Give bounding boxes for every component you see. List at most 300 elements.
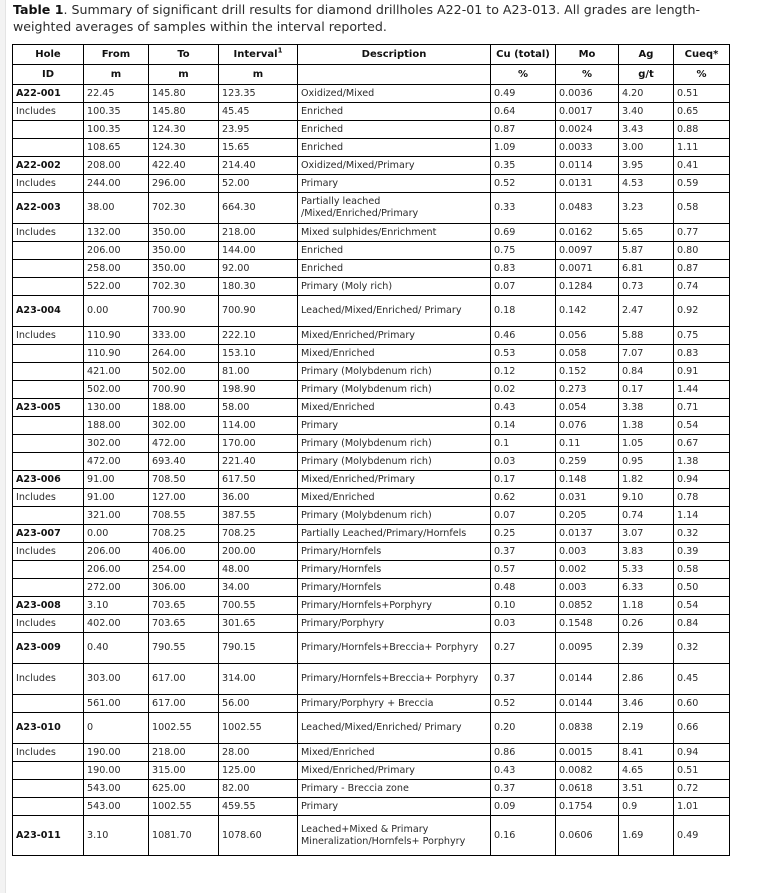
header-mo: [556, 45, 619, 65]
table-row: [13, 85, 730, 103]
cell-mo: 0.148: [556, 471, 619, 489]
cell-from: 522.00: [84, 278, 149, 296]
header-interval: [219, 45, 298, 65]
table-row: [13, 121, 730, 139]
cell-ag: 6.33: [619, 579, 674, 597]
cell-cu-total: 0.16: [491, 816, 556, 856]
cell-cueq: 0.67: [674, 435, 730, 453]
cell-hole: [13, 242, 84, 260]
cell-ag: 4.53: [619, 175, 674, 193]
cell-mo: 0.076: [556, 417, 619, 435]
cell-from: 302.00: [84, 435, 149, 453]
cell-to: 422.40: [149, 157, 219, 175]
cell-from: 543.00: [84, 780, 149, 798]
cell-interval: 700.55: [219, 597, 298, 615]
cell-mo: 0.1284: [556, 278, 619, 296]
cell-hole: Includes: [13, 327, 84, 345]
cell-cu-total: 0.03: [491, 615, 556, 633]
cell-cueq: 0.54: [674, 597, 730, 615]
cell-interval: 664.30: [219, 193, 298, 224]
table-row: [13, 615, 730, 633]
cell-ag: 0.17: [619, 381, 674, 399]
cell-hole: [13, 381, 84, 399]
cell-cueq: 0.59: [674, 175, 730, 193]
caption-text: . Summary of significant drill results for diamond drillholes A22-01 to A23-013. All grades are length-weighted averages of samples within the interval reported.: [13, 2, 701, 34]
cell-mo: 0.0838: [556, 713, 619, 744]
table-row: [13, 363, 730, 381]
table-row: [13, 816, 730, 856]
cell-cueq: 0.80: [674, 242, 730, 260]
cell-cu-total: 0.07: [491, 278, 556, 296]
cell-ag: 1.82: [619, 471, 674, 489]
cell-to: 790.55: [149, 633, 219, 664]
cell-cu-total: 0.37: [491, 780, 556, 798]
cell-cu-total: 0.48: [491, 579, 556, 597]
cell-to: 472.00: [149, 435, 219, 453]
cell-from: 100.35: [84, 103, 149, 121]
cell-cu-total: 0.37: [491, 664, 556, 695]
cell-ag: 0.74: [619, 507, 674, 525]
cell-to: 703.65: [149, 597, 219, 615]
cell-interval: 1078.60: [219, 816, 298, 856]
table-row: [13, 399, 730, 417]
cell-to: 254.00: [149, 561, 219, 579]
table-row: [13, 543, 730, 561]
cell-interval: 58.00: [219, 399, 298, 417]
left-gutter: [0, 0, 6, 893]
cell-cueq: 1.01: [674, 798, 730, 816]
cell-interval: 114.00: [219, 417, 298, 435]
cell-mo: 0.0036: [556, 85, 619, 103]
cell-mo: 0.0162: [556, 224, 619, 242]
cell-cueq: 0.74: [674, 278, 730, 296]
cell-ag: 1.18: [619, 597, 674, 615]
table-row: [13, 695, 730, 713]
cell-cueq: 0.87: [674, 260, 730, 278]
cell-ag: 3.07: [619, 525, 674, 543]
cell-interval: 790.15: [219, 633, 298, 664]
cell-to: 124.30: [149, 139, 219, 157]
cell-from: 91.00: [84, 489, 149, 507]
cell-mo: 0.0114: [556, 157, 619, 175]
cell-mo: 0.273: [556, 381, 619, 399]
cell-hole: Includes: [13, 664, 84, 695]
cell-cu-total: 0.14: [491, 417, 556, 435]
cell-from: 3.10: [84, 816, 149, 856]
cell-ag: 2.19: [619, 713, 674, 744]
cell-hole: A23-007: [13, 525, 84, 543]
cell-to: 703.65: [149, 615, 219, 633]
cell-from: 132.00: [84, 224, 149, 242]
table-row: [13, 489, 730, 507]
cell-cueq: 0.39: [674, 543, 730, 561]
cell-cueq: 0.92: [674, 296, 730, 327]
cell-description: Primary/Hornfels: [298, 579, 491, 597]
cell-interval: 92.00: [219, 260, 298, 278]
unit-from: m: [84, 65, 149, 85]
cell-ag: 0.95: [619, 453, 674, 471]
cell-cueq: 0.58: [674, 561, 730, 579]
cell-mo: 0.0082: [556, 762, 619, 780]
cell-cu-total: 0.43: [491, 399, 556, 417]
header-mo-label: Mo: [578, 48, 596, 60]
cell-ag: 1.38: [619, 417, 674, 435]
header-description-label: Description: [361, 48, 427, 60]
header-row-titles: [13, 45, 730, 65]
cell-ag: 2.39: [619, 633, 674, 664]
header-ag-label: Ag: [638, 48, 654, 60]
cell-ag: 0.26: [619, 615, 674, 633]
cell-mo: 0.152: [556, 363, 619, 381]
cell-cu-total: 0.03: [491, 453, 556, 471]
cell-to: 1002.55: [149, 798, 219, 816]
cell-description: Primary (Molybdenum rich): [298, 381, 491, 399]
cell-cu-total: 1.09: [491, 139, 556, 157]
cell-from: 208.00: [84, 157, 149, 175]
table-row: [13, 327, 730, 345]
footnote-marker: 1: [277, 46, 283, 55]
cell-interval: 15.65: [219, 139, 298, 157]
cell-description: Primary (Molybdenum rich): [298, 363, 491, 381]
cell-to: 145.80: [149, 103, 219, 121]
cell-mo: 0.0095: [556, 633, 619, 664]
cell-cu-total: 0.07: [491, 507, 556, 525]
cell-mo: 0.0852: [556, 597, 619, 615]
cell-to: 315.00: [149, 762, 219, 780]
unit-hole: ID: [13, 65, 84, 85]
cell-from: 543.00: [84, 798, 149, 816]
cell-hole: A23-010: [13, 713, 84, 744]
cell-mo: 0.054: [556, 399, 619, 417]
table-row: [13, 242, 730, 260]
table-row: [13, 713, 730, 744]
cell-interval: 28.00: [219, 744, 298, 762]
cell-from: 91.00: [84, 471, 149, 489]
header-cueq-label: Cueq*: [684, 48, 719, 60]
table-row: [13, 798, 730, 816]
cell-ag: 3.43: [619, 121, 674, 139]
cell-from: 130.00: [84, 399, 149, 417]
cell-from: 100.35: [84, 121, 149, 139]
cell-cueq: 0.65: [674, 103, 730, 121]
cell-hole: [13, 798, 84, 816]
cell-hole: [13, 435, 84, 453]
cell-ag: 3.46: [619, 695, 674, 713]
cell-from: 561.00: [84, 695, 149, 713]
cell-interval: 301.65: [219, 615, 298, 633]
cell-cu-total: 0.86: [491, 744, 556, 762]
cell-to: 708.25: [149, 525, 219, 543]
cell-mo: 0.003: [556, 579, 619, 597]
cell-hole: [13, 695, 84, 713]
cell-interval: 221.40: [219, 453, 298, 471]
cell-cu-total: 0.49: [491, 85, 556, 103]
table-row: [13, 762, 730, 780]
cell-cu-total: 0.57: [491, 561, 556, 579]
cell-ag: 4.65: [619, 762, 674, 780]
cell-ag: 3.00: [619, 139, 674, 157]
cell-interval: 125.00: [219, 762, 298, 780]
cell-from: 110.90: [84, 345, 149, 363]
cell-to: 350.00: [149, 224, 219, 242]
cell-cu-total: 0.09: [491, 798, 556, 816]
cell-interval: 218.00: [219, 224, 298, 242]
cell-interval: 200.00: [219, 543, 298, 561]
cell-interval: 198.90: [219, 381, 298, 399]
cell-ag: 0.9: [619, 798, 674, 816]
cell-hole: [13, 345, 84, 363]
cell-interval: 153.10: [219, 345, 298, 363]
cell-ag: 3.40: [619, 103, 674, 121]
cell-cueq: 0.50: [674, 579, 730, 597]
cell-cu-total: 0.35: [491, 157, 556, 175]
cell-ag: 8.41: [619, 744, 674, 762]
cell-mo: 0.0017: [556, 103, 619, 121]
cell-cueq: 0.91: [674, 363, 730, 381]
cell-mo: 0.0144: [556, 664, 619, 695]
table-body: [13, 85, 730, 856]
cell-description: Enriched: [298, 121, 491, 139]
cell-description: Mixed/Enriched: [298, 489, 491, 507]
cell-from: 206.00: [84, 543, 149, 561]
cell-cueq: 0.77: [674, 224, 730, 242]
header-cu-total: [491, 45, 556, 65]
cell-description: Leached/Mixed/Enriched/ Primary: [298, 713, 491, 744]
cell-hole: [13, 780, 84, 798]
cell-interval: 708.25: [219, 525, 298, 543]
cell-interval: 56.00: [219, 695, 298, 713]
cell-cueq: 0.41: [674, 157, 730, 175]
cell-to: 124.30: [149, 121, 219, 139]
cell-hole: Includes: [13, 615, 84, 633]
cell-hole: A23-004: [13, 296, 84, 327]
cell-mo: 0.259: [556, 453, 619, 471]
cell-interval: 36.00: [219, 489, 298, 507]
unit-description: [298, 65, 491, 85]
table-row: [13, 633, 730, 664]
table-row: [13, 525, 730, 543]
cell-cueq: 0.66: [674, 713, 730, 744]
cell-to: 127.00: [149, 489, 219, 507]
cell-cu-total: 0.64: [491, 103, 556, 121]
table-row: [13, 664, 730, 695]
cell-description: Primary/Hornfels+Breccia+ Porphyry: [298, 633, 491, 664]
cell-description: Enriched: [298, 103, 491, 121]
table-row: [13, 139, 730, 157]
cell-mo: 0.031: [556, 489, 619, 507]
table-row: [13, 296, 730, 327]
header-description: [298, 45, 491, 65]
cell-to: 502.00: [149, 363, 219, 381]
cell-mo: 0.0033: [556, 139, 619, 157]
cell-hole: Includes: [13, 103, 84, 121]
cell-mo: 0.056: [556, 327, 619, 345]
cell-to: 350.00: [149, 242, 219, 260]
cell-hole: A23-006: [13, 471, 84, 489]
cell-mo: 0.0024: [556, 121, 619, 139]
cell-to: 350.00: [149, 260, 219, 278]
cell-interval: 34.00: [219, 579, 298, 597]
cell-to: 617.00: [149, 664, 219, 695]
cell-description: Mixed/Enriched/Primary: [298, 762, 491, 780]
cell-cueq: 0.32: [674, 633, 730, 664]
cell-mo: 0.0483: [556, 193, 619, 224]
cell-hole: [13, 121, 84, 139]
cell-mo: 0.002: [556, 561, 619, 579]
cell-description: Mixed/Enriched: [298, 399, 491, 417]
cell-description: Primary (Moly rich): [298, 278, 491, 296]
cell-to: 625.00: [149, 780, 219, 798]
cell-from: 502.00: [84, 381, 149, 399]
caption-label: Table 1: [13, 2, 64, 17]
cell-to: 702.30: [149, 193, 219, 224]
table-row: [13, 224, 730, 242]
cell-ag: 3.51: [619, 780, 674, 798]
cell-to: 188.00: [149, 399, 219, 417]
header-cueq: [674, 45, 730, 65]
cell-description: Oxidized/Mixed/Primary: [298, 157, 491, 175]
cell-to: 306.00: [149, 579, 219, 597]
unit-interval: m: [219, 65, 298, 85]
cell-ag: 3.23: [619, 193, 674, 224]
cell-cu-total: 0.69: [491, 224, 556, 242]
cell-description: Leached/Mixed/Enriched/ Primary: [298, 296, 491, 327]
cell-cueq: 1.38: [674, 453, 730, 471]
cell-ag: 5.87: [619, 242, 674, 260]
drill-results-table: [12, 44, 730, 856]
cell-cu-total: 0.25: [491, 525, 556, 543]
table-caption: [13, 1, 748, 35]
cell-cu-total: 0.10: [491, 597, 556, 615]
table-row: [13, 175, 730, 193]
cell-ag: 4.20: [619, 85, 674, 103]
cell-from: 321.00: [84, 507, 149, 525]
cell-interval: 387.55: [219, 507, 298, 525]
header-from-label: From: [101, 48, 131, 60]
cell-from: 0.40: [84, 633, 149, 664]
cell-from: 108.65: [84, 139, 149, 157]
cell-ag: 0.73: [619, 278, 674, 296]
table-row: [13, 345, 730, 363]
table-row: [13, 435, 730, 453]
cell-cueq: 0.51: [674, 85, 730, 103]
table-row: [13, 103, 730, 121]
cell-description: Primary/Porphyry: [298, 615, 491, 633]
table-row: [13, 597, 730, 615]
cell-from: 190.00: [84, 762, 149, 780]
cell-mo: 0.003: [556, 543, 619, 561]
cell-cu-total: 0.52: [491, 695, 556, 713]
cell-to: 406.00: [149, 543, 219, 561]
cell-mo: 0.0144: [556, 695, 619, 713]
cell-description: Partially Leached/Primary/Hornfels: [298, 525, 491, 543]
cell-description: Enriched: [298, 139, 491, 157]
cell-hole: A23-011: [13, 816, 84, 856]
cell-cueq: 0.83: [674, 345, 730, 363]
cell-from: 206.00: [84, 242, 149, 260]
cell-description: Primary: [298, 798, 491, 816]
unit-cu-total: %: [491, 65, 556, 85]
table-row: [13, 780, 730, 798]
cell-ag: 1.05: [619, 435, 674, 453]
cell-mo: 0.1548: [556, 615, 619, 633]
cell-cueq: 0.49: [674, 816, 730, 856]
cell-from: 244.00: [84, 175, 149, 193]
cell-description: Primary/Porphyry + Breccia: [298, 695, 491, 713]
cell-cueq: 0.32: [674, 525, 730, 543]
table-row: [13, 561, 730, 579]
cell-description: Enriched: [298, 242, 491, 260]
cell-cu-total: 0.75: [491, 242, 556, 260]
cell-to: 333.00: [149, 327, 219, 345]
cell-interval: 459.55: [219, 798, 298, 816]
unit-to: m: [149, 65, 219, 85]
cell-mo: 0.0618: [556, 780, 619, 798]
cell-cueq: 0.58: [674, 193, 730, 224]
cell-interval: 123.35: [219, 85, 298, 103]
cell-cu-total: 0.62: [491, 489, 556, 507]
cell-cu-total: 0.46: [491, 327, 556, 345]
cell-cueq: 0.51: [674, 762, 730, 780]
cell-description: Primary (Molybdenum rich): [298, 453, 491, 471]
cell-ag: 3.38: [619, 399, 674, 417]
cell-cu-total: 0.02: [491, 381, 556, 399]
cell-interval: 170.00: [219, 435, 298, 453]
header-cu-total-label: Cu (total): [496, 48, 550, 60]
cell-description: Mixed/Enriched: [298, 345, 491, 363]
cell-ag: 3.95: [619, 157, 674, 175]
cell-from: 38.00: [84, 193, 149, 224]
cell-cueq: 0.45: [674, 664, 730, 695]
cell-ag: 2.86: [619, 664, 674, 695]
cell-mo: 0.0131: [556, 175, 619, 193]
cell-from: 110.90: [84, 327, 149, 345]
cell-from: 272.00: [84, 579, 149, 597]
cell-cueq: 0.78: [674, 489, 730, 507]
cell-to: 218.00: [149, 744, 219, 762]
cell-ag: 5.65: [619, 224, 674, 242]
table-row: [13, 579, 730, 597]
cell-mo: 0.1754: [556, 798, 619, 816]
cell-mo: 0.0097: [556, 242, 619, 260]
cell-description: Primary (Molybdenum rich): [298, 435, 491, 453]
cell-from: 472.00: [84, 453, 149, 471]
table-row: [13, 471, 730, 489]
cell-from: 188.00: [84, 417, 149, 435]
cell-ag: 7.07: [619, 345, 674, 363]
cell-interval: 82.00: [219, 780, 298, 798]
header-ag: [619, 45, 674, 65]
cell-to: 302.00: [149, 417, 219, 435]
cell-from: 190.00: [84, 744, 149, 762]
cell-hole: Includes: [13, 489, 84, 507]
cell-cu-total: 0.43: [491, 762, 556, 780]
unit-ag: g/t: [619, 65, 674, 85]
cell-hole: Includes: [13, 744, 84, 762]
cell-ag: 0.84: [619, 363, 674, 381]
cell-cu-total: 0.53: [491, 345, 556, 363]
cell-from: 3.10: [84, 597, 149, 615]
cell-mo: 0.0137: [556, 525, 619, 543]
cell-description: Oxidized/Mixed: [298, 85, 491, 103]
cell-ag: 3.83: [619, 543, 674, 561]
cell-interval: 700.90: [219, 296, 298, 327]
cell-cueq: 0.94: [674, 471, 730, 489]
unit-mo: %: [556, 65, 619, 85]
cell-cu-total: 0.83: [491, 260, 556, 278]
cell-description: Primary: [298, 175, 491, 193]
cell-interval: 314.00: [219, 664, 298, 695]
